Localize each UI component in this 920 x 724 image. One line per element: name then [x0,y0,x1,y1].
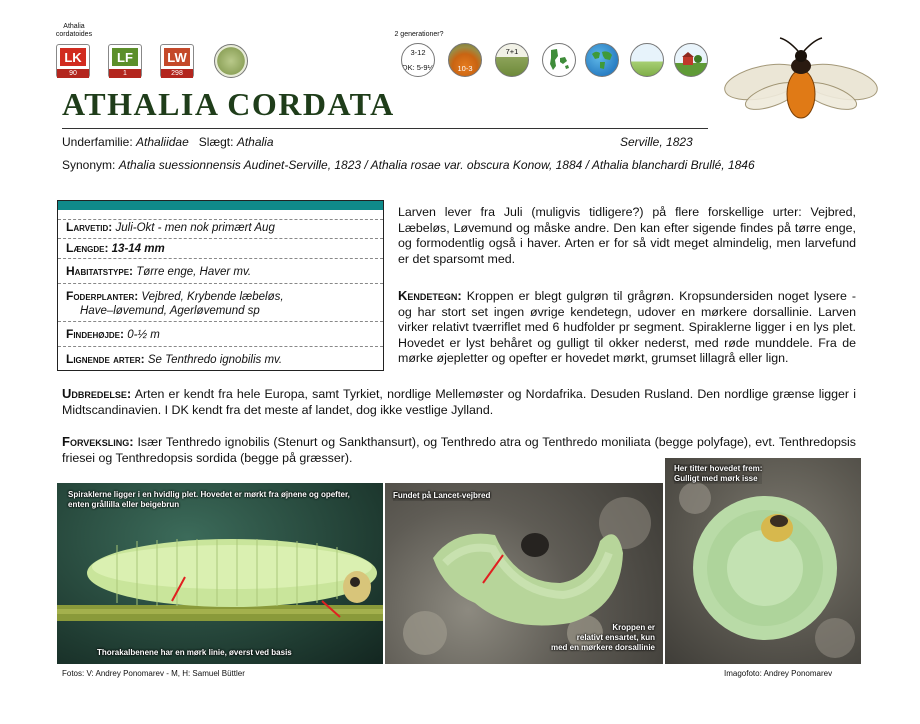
middle-caption-line-3: med en mørkere dorsallinie [550,643,655,652]
laengde-label: Længde: [66,241,109,255]
host-plant-icon [214,44,248,78]
intro-paragraph: Larven lever fra Juli (muligvis tidligere?) på flere forskellige urter: Vejbred, Læbeløs, Løvemund og måske andre. Den kan efter sigende findes på tørre enge, og formodentlig også i haver. Arten er for så vidt meget almindelig, men larvefund er det sparsomt med. [398,205,856,266]
subfamily-label: Underfamilie: [62,135,133,149]
lignende-row [58,346,383,370]
habitat-value: Tørre enge, Haver mv. [136,266,252,278]
denmark-map-icon [542,43,576,77]
forveksling-text: Især Tenthredo ignobilis (Stenurt og Sankthansurt), og Tenthredo atra og Tenthredo moniliata (begge polyfage), evt. Tenthredopsis friesei og Tenthredopsis sordida (begge på græsser). [62,435,856,465]
forveksling-label: Forveksling: [62,434,134,449]
middle-photo-caption-top: Fundet på Lancet-vejbred [393,491,491,500]
month-circle [401,43,435,77]
lf-badge-icon [109,45,141,69]
month-range: 3-12 [410,48,426,57]
info-box [57,200,384,371]
synonym-label: Synonym: [62,158,116,172]
genus-value: Athalia [236,135,274,149]
lk-badge [56,44,90,78]
right-photo-caption [674,464,762,484]
svg-text:LW: LW [167,50,187,65]
larva-right-illustration [665,458,861,664]
larva-photo-left [57,483,383,664]
photo-credits-right: Imagofoto: Andrey Ponomarev [724,669,833,678]
generations-note: 2 generationer? [394,31,444,38]
svg-text:LF: LF [117,50,133,65]
kendetegn-text: Kroppen er blegt gulgrøn til grågrøn. Kropsundersiden noget lysere - og har stort set ingen øvrige kendetegn, udover en mørkere dorsallinie. Larven virker relativt tværriflet med 6 hudfolder pr segment. Spiraklerne ligger i en lys plet. Hovedet er lyst behåret og gulligt til okker nederst, med røde munddele. Fra de mørke øjepletter og opefter er hovedet mørkt, grumset lillagrå eller lign. [398,289,856,365]
middle-caption-line-2: relativt ensartet, kun [576,633,655,642]
lignende-value: Se Tenthredo ignobilis mv. [147,354,283,366]
udbredelse-text: Arten er kendt fra hele Europa, samt Tyrkiet, nordlige Mellemøster og Nordafrika. Desuden Rusland. Den nordlige grænse ligger i Midtscandinavien. I DK kendt fra det meste af landet, dog ikke vestlige Jylland. [62,387,856,417]
udbredelse-paragraph [62,386,856,418]
lf-badge-number: 1 [109,69,141,78]
wintering-range: 10-3 [457,64,473,73]
findehojde-value: 0-½ m [127,329,160,341]
laengde-row [58,238,383,258]
world-map-icon [585,43,619,77]
synonym-text: Athalia suessionnensis Audinet-Serville, 1823 / Athalia rosae var. obscura Konow, 1884 / Athalia blanchardi Brullé, 1846 [118,158,755,172]
kendetegn-label: Kendetegn: [398,288,462,303]
larvetid-label: Larvetid: [66,220,113,234]
lw-badge-icon [161,45,193,69]
laengde-value: 13-14 mm [111,243,165,255]
middle-caption-line-1: Kroppen er [612,623,655,632]
foderplanter-row [58,283,383,320]
species-author: Serville, 1823 [620,135,693,149]
larvetid-value: Juli-Okt - men nok primært Aug [115,222,275,234]
habitat-label: Habitatstype: [66,264,134,278]
larva-left-illustration [57,483,383,664]
lw-badge [160,44,194,78]
foderplanter-value-2: Have–løvemund, Agerløvemund sp [80,305,260,317]
taxonomy-line [62,135,274,149]
stages-circle-icon [495,43,529,77]
info-box-header-bar [58,201,383,210]
lk-badge-icon [57,45,89,69]
lignende-label: Lignende arter: [66,352,145,366]
findehojde-label: Findehøjde: [66,327,125,341]
larvetid-row [58,219,383,238]
meadow-habitat-icon [630,43,664,77]
right-caption-line-1: Her titter hovedet frem: [674,464,763,473]
habitat-row [58,258,383,282]
synonym-line [62,158,755,172]
larva-photo-right [665,458,861,664]
left-photo-caption-bottom: Thorakalbenene har en mørk linie, øverst ved basis [97,648,292,657]
findehojde-row [58,321,383,345]
subfamily-value: Athaliidae [136,135,189,149]
photo-credits-left: Fotos: V: Andrey Ponomarev - M, H: Samuel Büttler [62,669,245,678]
related-species-label: Athalia cordatoides [55,23,93,38]
udbredelse-label: Udbredelse: [62,386,132,401]
left-photo-caption-top: Spiraklerne ligger i en hvidlig plet. Hovedet er mørkt fra øjnene og opefter, enten grållilla eller beigebrun [68,490,350,509]
larva-photo-middle [385,483,663,664]
right-caption-line-2: Gulligt med mørk isse [674,474,758,483]
foderplanter-label: Foderplanter: [66,289,139,303]
garden-habitat-icon [674,43,708,77]
lf-badge [108,44,142,78]
kendetegn-paragraph [398,288,856,367]
dk-month-range: DK: 5-9½ [402,63,434,72]
stages-count: 7+1 [505,47,519,56]
svg-text:LK: LK [64,50,82,65]
genus-label: Slægt: [198,135,234,149]
title-divider [62,128,708,129]
lw-badge-number: 298 [161,69,193,78]
adult-insect-image [722,30,880,124]
habitat-circle-icon [448,43,482,77]
lk-badge-number: 90 [57,69,89,78]
middle-photo-caption-bottom [551,623,655,653]
foderplanter-value-1: Vejbred, Krybende læbeløs, [141,291,284,303]
species-title: ATHALIA CORDATA [62,86,395,122]
